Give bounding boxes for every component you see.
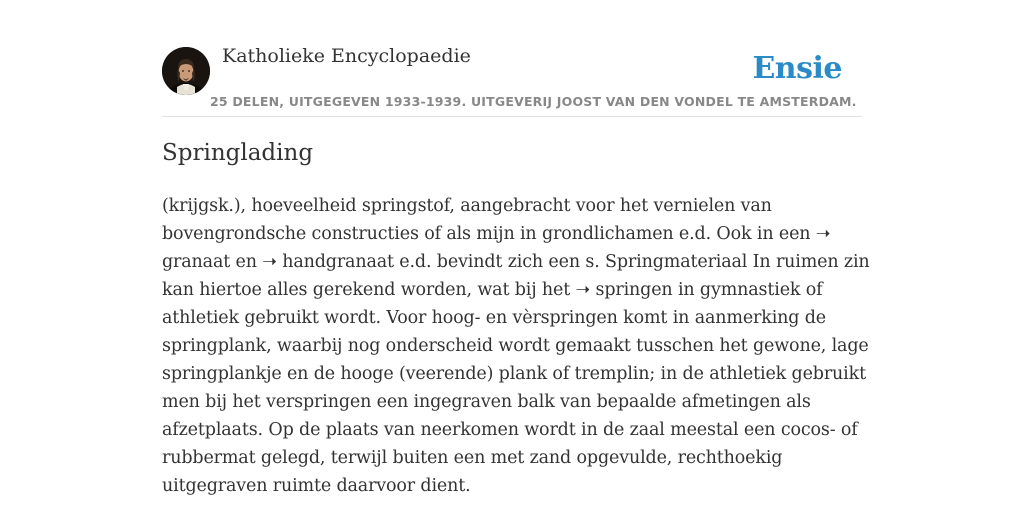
entry-body-line: kan hiertoe alles gerekend worden, wat bij het ➝ springen in gymnastiek of <box>162 280 823 300</box>
entry-body-line: athletiek gebruikt wordt. Voor hoog- en vèrspringen komt in aanmerking de <box>162 308 826 328</box>
entry-body-line: bovengrondsche constructies of als mijn in grondlichamen e.d. Ook in een ➝ <box>162 224 831 244</box>
ensie-logo[interactable]: Ensie <box>752 51 842 86</box>
entry-body <box>162 192 870 500</box>
source-header <box>162 40 862 117</box>
entry-body-line: rubbermat gelegd, terwijl buiten een met zand opgevulde, rechthoekig <box>162 448 783 468</box>
source-avatar[interactable] <box>162 47 210 95</box>
entry-body-line: springplankje en de hooge (veerende) plank of tremplin; in de athletiek gebruikt <box>162 364 866 384</box>
source-title[interactable]: Katholieke Encyclopaedie <box>222 45 471 67</box>
entry-body-line: granaat en ➝ handgranaat e.d. bevindt zich een s. Springmateriaal In ruimen zin <box>162 252 870 272</box>
entry-body-line: men bij het verspringen een ingegraven balk van bepaalde afmetingen als <box>162 392 811 412</box>
portrait-icon <box>162 47 210 95</box>
entry-title: Springlading <box>162 140 314 166</box>
source-subtitle: 25 DELEN, UITGEGEVEN 1933-1939. UITGEVERIJ JOOST VAN DEN VONDEL TE AMSTERDAM. <box>210 94 857 109</box>
entry-body-line: (krijgsk.), hoeveelheid springstof, aangebracht voor het vernielen van <box>162 196 772 216</box>
entry-body-line: afzetplaats. Op de plaats van neerkomen wordt in de zaal meestal een cocos- of <box>162 420 858 440</box>
entry-body-line: springplank, waarbij nog onderscheid wordt gemaakt tusschen het gewone, lage <box>162 336 869 356</box>
entry-body-line: uitgegraven ruimte daarvoor dient. <box>162 476 471 496</box>
